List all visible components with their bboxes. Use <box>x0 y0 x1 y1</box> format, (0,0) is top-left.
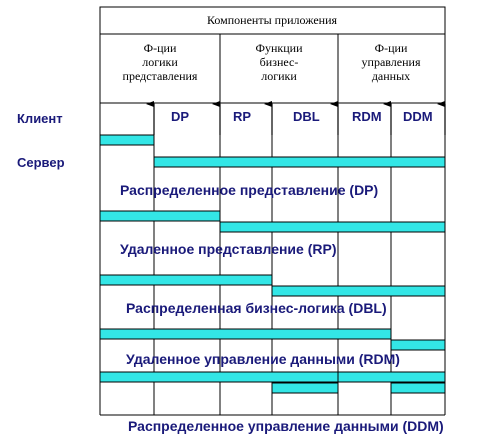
rp-server-bar <box>220 222 445 232</box>
header-title: Компоненты приложения <box>206 13 338 27</box>
rp-client-bar <box>100 211 220 221</box>
components-header <box>100 7 445 103</box>
column-tag-ddm: DDM <box>403 109 433 124</box>
dbl-client-bar <box>100 275 272 285</box>
model-dp-label: Распределенное представление (DP) <box>120 182 379 198</box>
server-label: Сервер <box>17 155 65 170</box>
header-group-business-line-1: Функции <box>255 41 303 55</box>
header-group-data-line-3: данных <box>371 69 411 83</box>
dp-server-bar <box>154 157 445 167</box>
header-group-business-line-2: бизнес- <box>259 55 299 69</box>
column-tag-rdm: RDM <box>352 109 382 124</box>
column-tag-dp: DP <box>171 109 190 124</box>
header-group-data-line-2: управления <box>361 55 421 69</box>
client-label: Клиент <box>17 111 63 126</box>
dp-client-bar <box>100 135 154 145</box>
ddm-server-bar <box>338 372 445 382</box>
column-tags <box>171 109 433 124</box>
column-tag-dbl: DBL <box>293 109 320 124</box>
header-group-business-line-3: логики <box>261 69 297 83</box>
header-group-presentation-line-1: Ф-ции <box>143 41 177 55</box>
column-tag-rp: RP <box>233 109 252 124</box>
model-dbl-label: Распределенная бизнес-логика (DBL) <box>126 300 387 316</box>
rdm-server-bar <box>391 340 445 350</box>
model-rp-label: Удаленное представление (RP) <box>120 241 337 257</box>
ddm-mid-bar <box>272 383 338 393</box>
model-rdm-label: Удаленное управление данными (RDM) <box>126 351 400 367</box>
rdm-client-bar <box>100 329 391 339</box>
header-group-presentation-line-2: логики <box>142 55 178 69</box>
ddm-server-lower-bar <box>391 383 445 393</box>
header-group-data-line-1: Ф-ции <box>374 41 408 55</box>
header-group-presentation-line-3: представления <box>122 69 198 83</box>
dbl-server-bar <box>272 286 445 296</box>
ddm-client-bar <box>100 372 338 382</box>
model-ddm-label: Распределенное управление данными (DDM) <box>128 418 444 434</box>
grid-body <box>100 103 445 415</box>
